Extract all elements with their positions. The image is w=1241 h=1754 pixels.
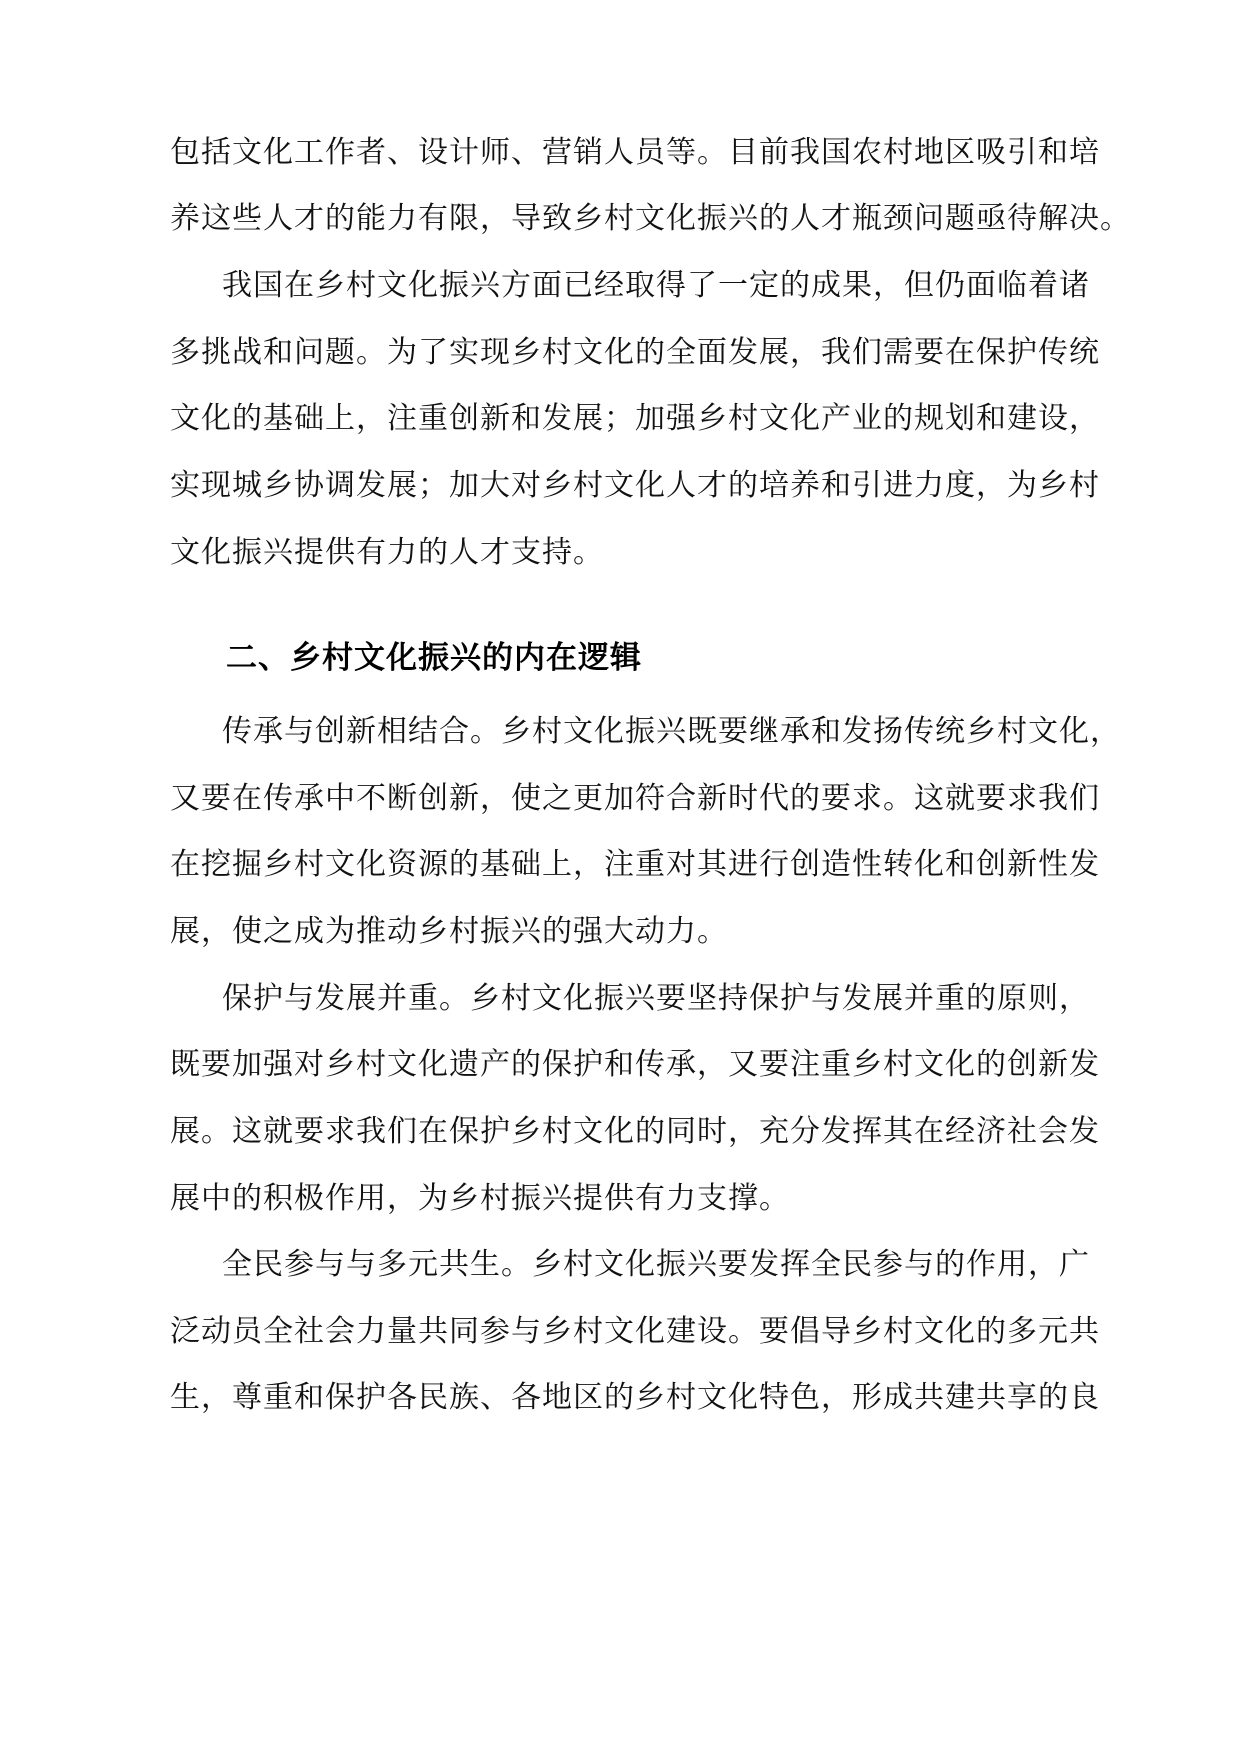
text-line-9: 传承与创新相结合。乡村文化振兴既要继承和发扬传统乡村文化， (222, 714, 1121, 749)
text-line-12: 展，使之成为推动乡村振兴的强大动力。 (170, 914, 728, 949)
text-line-16: 展中的积极作用，为乡村振兴提供有力支撑。 (170, 1181, 790, 1216)
section-heading: 二、乡村文化振兴的内在逻辑 (226, 640, 642, 676)
text-line-5: 文化的基础上，注重创新和发展；加强乡村文化产业的规划和建设， (170, 401, 1100, 436)
text-line-6: 实现城乡协调发展；加大对乡村文化人才的培养和引进力度，为乡村 (170, 468, 1100, 503)
text-line-2: 养这些人才的能力有限，导致乡村文化振兴的人才瓶颈问题亟待解决。 (170, 201, 1131, 236)
text-line-18: 泛动员全社会力量共同参与乡村文化建设。要倡导乡村文化的多元共 (170, 1314, 1100, 1349)
text-line-3: 我国在乡村文化振兴方面已经取得了一定的成果，但仍面临着诸 (222, 268, 1090, 303)
text-line-15: 展。这就要求我们在保护乡村文化的同时，充分发挥其在经济社会发 (170, 1114, 1100, 1149)
text-line-4: 多挑战和问题。为了实现乡村文化的全面发展，我们需要在保护传统 (170, 335, 1100, 370)
text-line-19: 生，尊重和保护各民族、各地区的乡村文化特色，形成共建共享的良 (170, 1380, 1100, 1415)
text-line-11: 在挖掘乡村文化资源的基础上，注重对其进行创造性转化和创新性发 (170, 847, 1100, 882)
text-line-17: 全民参与与多元共生。乡村文化振兴要发挥全民参与的作用，广 (222, 1247, 1090, 1282)
text-line-7: 文化振兴提供有力的人才支持。 (170, 535, 604, 570)
text-line-14: 既要加强对乡村文化遗产的保护和传承，又要注重乡村文化的创新发 (170, 1047, 1100, 1082)
text-line-10: 又要在传承中不断创新，使之更加符合新时代的要求。这就要求我们 (170, 781, 1100, 816)
text-line-13: 保护与发展并重。乡村文化振兴要坚持保护与发展并重的原则， (222, 981, 1090, 1016)
text-line-1: 包括文化工作者、设计师、营销人员等。目前我国农村地区吸引和培 (170, 135, 1100, 170)
